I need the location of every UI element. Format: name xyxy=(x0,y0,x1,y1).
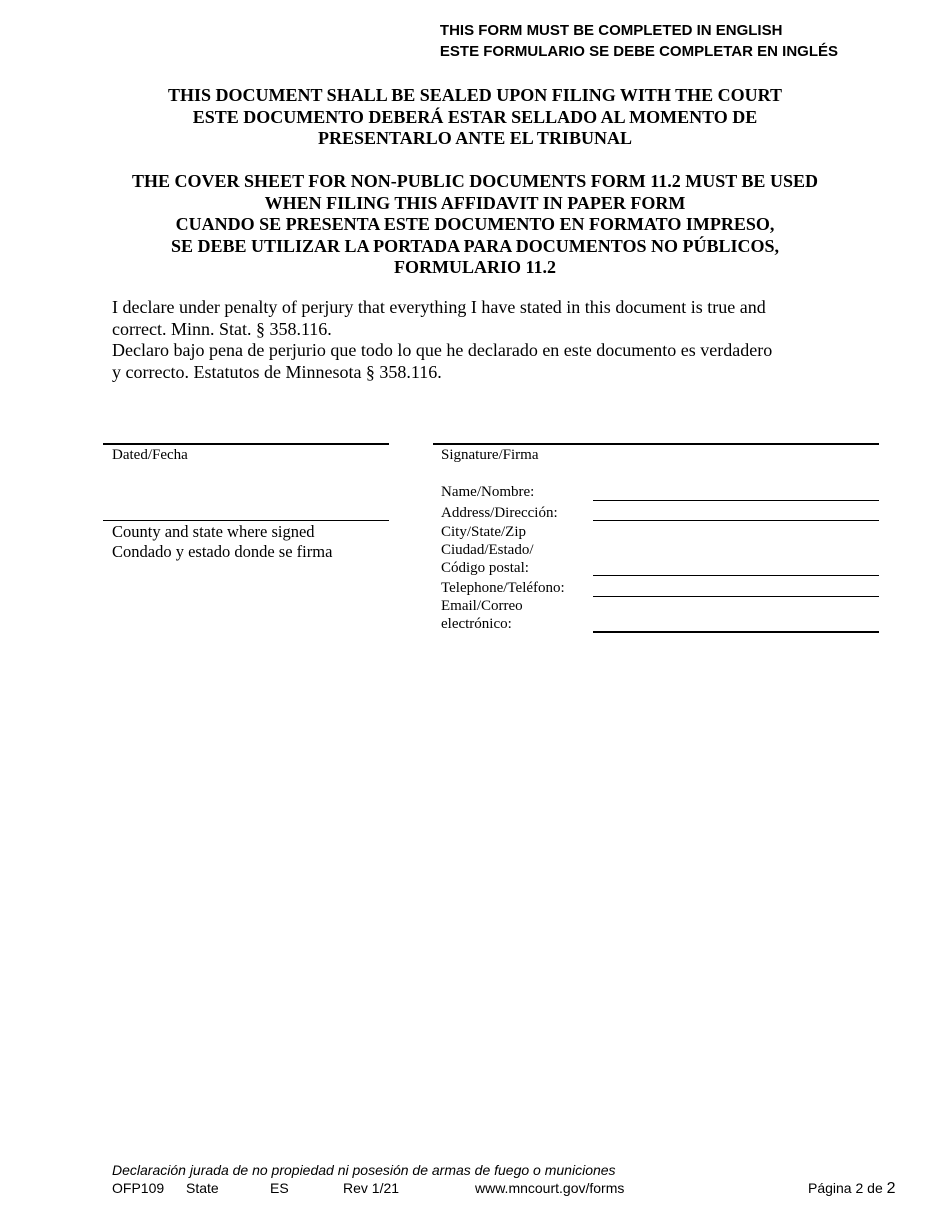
footer-revision: Rev 1/21 xyxy=(343,1180,400,1196)
address-label: Address/Dirección: xyxy=(441,505,558,521)
email-field-line[interactable] xyxy=(593,631,879,633)
email-label-es: electrónico: xyxy=(441,616,512,632)
footer-website: www.mncourt.gov/forms xyxy=(475,1180,625,1196)
footer-jurisdiction: State xyxy=(186,1180,219,1196)
cover-sheet-notice xyxy=(100,171,850,279)
declaration-line: I declare under penalty of perjury that everything I have stated in this document is true and xyxy=(112,297,766,317)
county-label: County and state where signed xyxy=(112,522,315,541)
address-field-line[interactable] xyxy=(593,520,879,521)
signature-field-line[interactable] xyxy=(433,443,879,445)
declaration-line: correct. Minn. Stat. § 358.116. xyxy=(112,318,332,339)
city-label: City/State/Zip xyxy=(441,524,526,540)
page-prefix: Página 2 de xyxy=(808,1180,883,1196)
city-label-es: Ciudad/Estado/ xyxy=(441,542,534,558)
footer-form-number: OFP109 xyxy=(112,1180,165,1196)
english-required-text-es: ESTE FORMULARIO SE DEBE COMPLETAR EN INGLÉS xyxy=(439,43,838,60)
cover-sheet-line: WHEN FILING THIS AFFIDAVIT IN PAPER FORM xyxy=(264,192,686,213)
declaration-line: Declaro bajo pena de perjurio que todo lo que he declarado en este documento es verdadero xyxy=(112,340,773,360)
cover-sheet-line: SE DEBE UTILIZAR LA PORTADA PARA DOCUMENTOS NO PÚBLICOS, xyxy=(171,235,779,256)
cover-sheet-line: CUANDO SE PRESENTA ESTE DOCUMENTO EN FORMATO IMPRESO, xyxy=(175,214,775,234)
seal-notice-line: ESTE DOCUMENTO DEBERÁ ESTAR SELLADO AL MOMENTO DE xyxy=(192,106,758,127)
declaration-line: y correcto. Estatutos de Minnesota § 358.116. xyxy=(112,361,442,382)
name-field-line[interactable] xyxy=(593,500,879,501)
city-field-line[interactable] xyxy=(593,575,879,576)
name-label: Name/Nombre: xyxy=(441,484,535,500)
english-required-text: THIS FORM MUST BE COMPLETED IN ENGLISH xyxy=(439,22,783,39)
dated-label: Dated/Fecha xyxy=(112,447,188,463)
telephone-field-line[interactable] xyxy=(593,596,879,597)
seal-notice xyxy=(100,85,850,150)
page-total: 2 xyxy=(886,1180,896,1197)
telephone-label: Telephone/Teléfono: xyxy=(441,580,565,596)
email-label: Email/Correo xyxy=(441,598,523,614)
language-requirement-notice xyxy=(440,20,838,62)
perjury-declaration xyxy=(112,297,812,383)
county-field-line[interactable] xyxy=(103,520,389,521)
county-label-es: Condado y estado donde se firma xyxy=(112,542,333,561)
cover-sheet-line: FORMULARIO 11.2 xyxy=(394,257,556,277)
seal-notice-line: PRESENTARLO ANTE EL TRIBUNAL xyxy=(318,128,632,148)
footer-form-title: Declaración jurada de no propiedad ni posesión de armas de fuego o municiones xyxy=(112,1162,616,1178)
seal-notice-line: THIS DOCUMENT SHALL BE SEALED UPON FILING WITH THE COURT xyxy=(167,85,782,105)
signature-label: Signature/Firma xyxy=(441,447,539,463)
footer-page-number xyxy=(808,1179,896,1198)
footer-language: ES xyxy=(270,1180,289,1196)
cover-sheet-line: THE COVER SHEET FOR NON-PUBLIC DOCUMENTS FORM 11.2 MUST BE USED xyxy=(132,171,818,191)
postal-code-label: Código postal: xyxy=(441,560,529,576)
dated-field-line[interactable] xyxy=(103,443,389,445)
